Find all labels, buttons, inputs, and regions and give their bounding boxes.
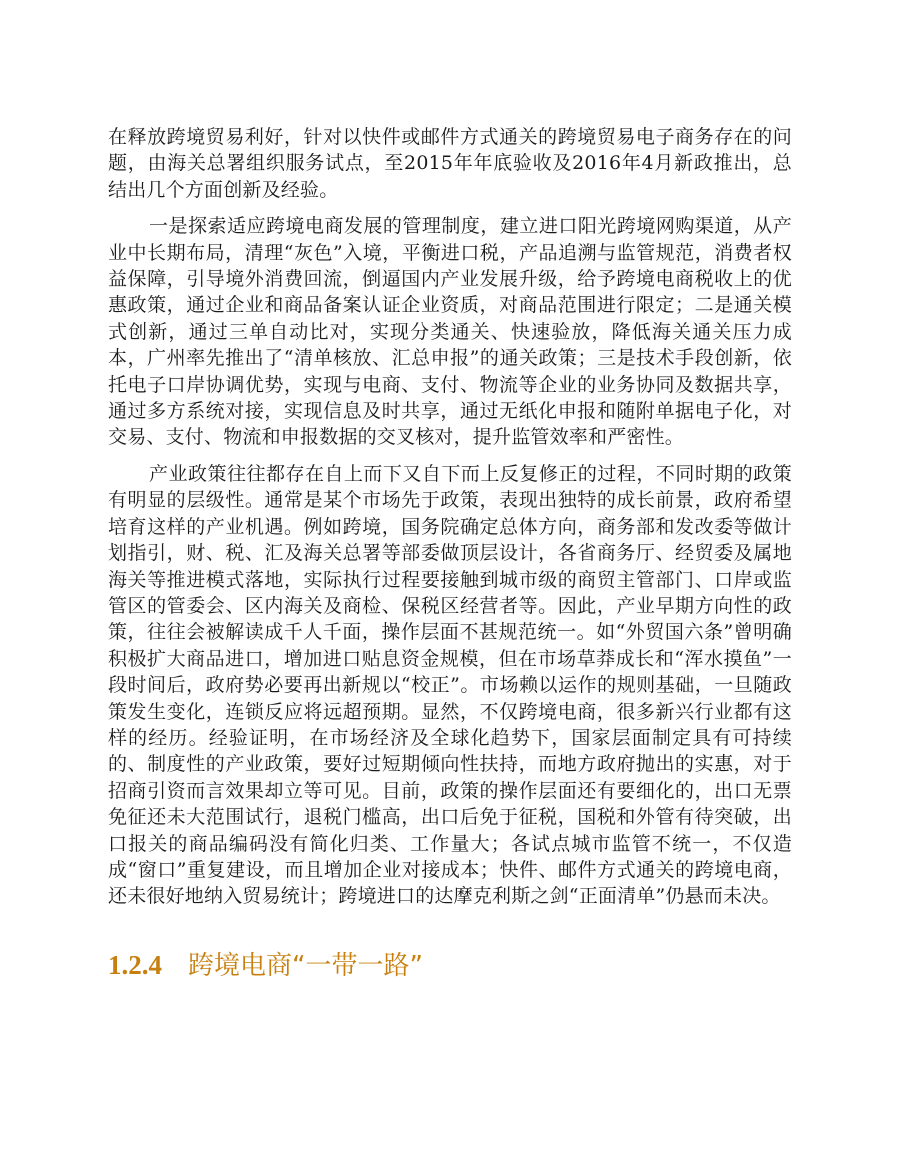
section-number: 1.2.4 (108, 949, 162, 980)
document-page (108, 124, 792, 983)
paragraph-intro: 在释放跨境贸易利好，针对以快件或邮件方式通关的跨境贸易电子商务存在的问题，由海关总署组织服务试点，至2015年年底验收及2016年4月新政推出，总结出几个方面创新及经验。 (108, 126, 792, 201)
paragraph-innovations: 一是探索适应跨境电商发展的管理制度，建立进口阳光跨境网购渠道，从产业中长期布局，清理“灰色”入境，平衡进口税，产品追溯与监管规范，消费者权益保障，引导境外消费回流，倒逼国内产业发展升级，给予跨境电商税收上的优惠政策，通过企业和商品备案认证企业资质，对商品范围进行限定；二是通关模式创新，通过三单自动比对，实现分类通关、快速验放，降低海关通关压力成本，广州率先推出了“清单核放、汇总申报”的通关政策；三是技术手段创新，依托电子口岸协调优势，实现与电商、支付、物流等企业的业务协同及数据共享，通过多方系统对接，实现信息及时共享，通过无纸化申报和随附单据电子化，对交易、支付、物流和申报数据的交叉核对，提升监管效率和严密性。 (108, 215, 792, 449)
paragraph-policy: 产业政策往往都存在自上而下又自下而上反复修正的过程，不同时期的政策有明显的层级性。通常是某个市场先于政策，表现出独特的成长前景，政府希望培育这样的产业机遇。例如跨境，国务院确定总体方向，商务部和发改委等做计划指引，财、税、汇及海关总署等部委做顶层设计，各省商务厅、经贸委及属地海关等推进模式落地，实际执行过程要接触到城市级的商贸主管部门、口岸或监管区的管委会、区内海关及商检、保税区经营者等。因此，产业早期方向性的政策，往往会被解读成千人千面，操作层面不甚规范统一。如“外贸国六条”曾明确积极扩大商品进口，增加进口贴息资金规模，但在市场草莽成长和“浑水摸鱼”一段时间后，政府势必要再出新规以“校正”。市场赖以运作的规则基础，一旦随政策发生变化，连锁反应将远超预期。显然，不仅跨境电商，很多新兴行业都有这样的经历。经验证明，在市场经济及全球化趋势下，国家层面制定具有可持续的、制度性的产业政策，要好过短期倾向性扶持，而地方政府抛出的实惠，对于招商引资而言效果却立等可见。目前，政策的操作层面还有要细化的，出口无票免征还未大范围试行，退税门槛高，出口后免于征税，国税和外管有待突破，出口报关的商品编码没有简化归类、工作量大；各试点城市监管不统一，不仅造成“窗口”重复建设，而且增加企业对接成本；快件、邮件方式通关的跨境电商，还未很好地纳入贸易统计；跨境进口的达摩克利斯之剑“正面清单”仍悬而未决。 (108, 462, 792, 908)
section-title: 跨境电商“一带一路” (188, 950, 423, 981)
section-heading (108, 948, 792, 983)
